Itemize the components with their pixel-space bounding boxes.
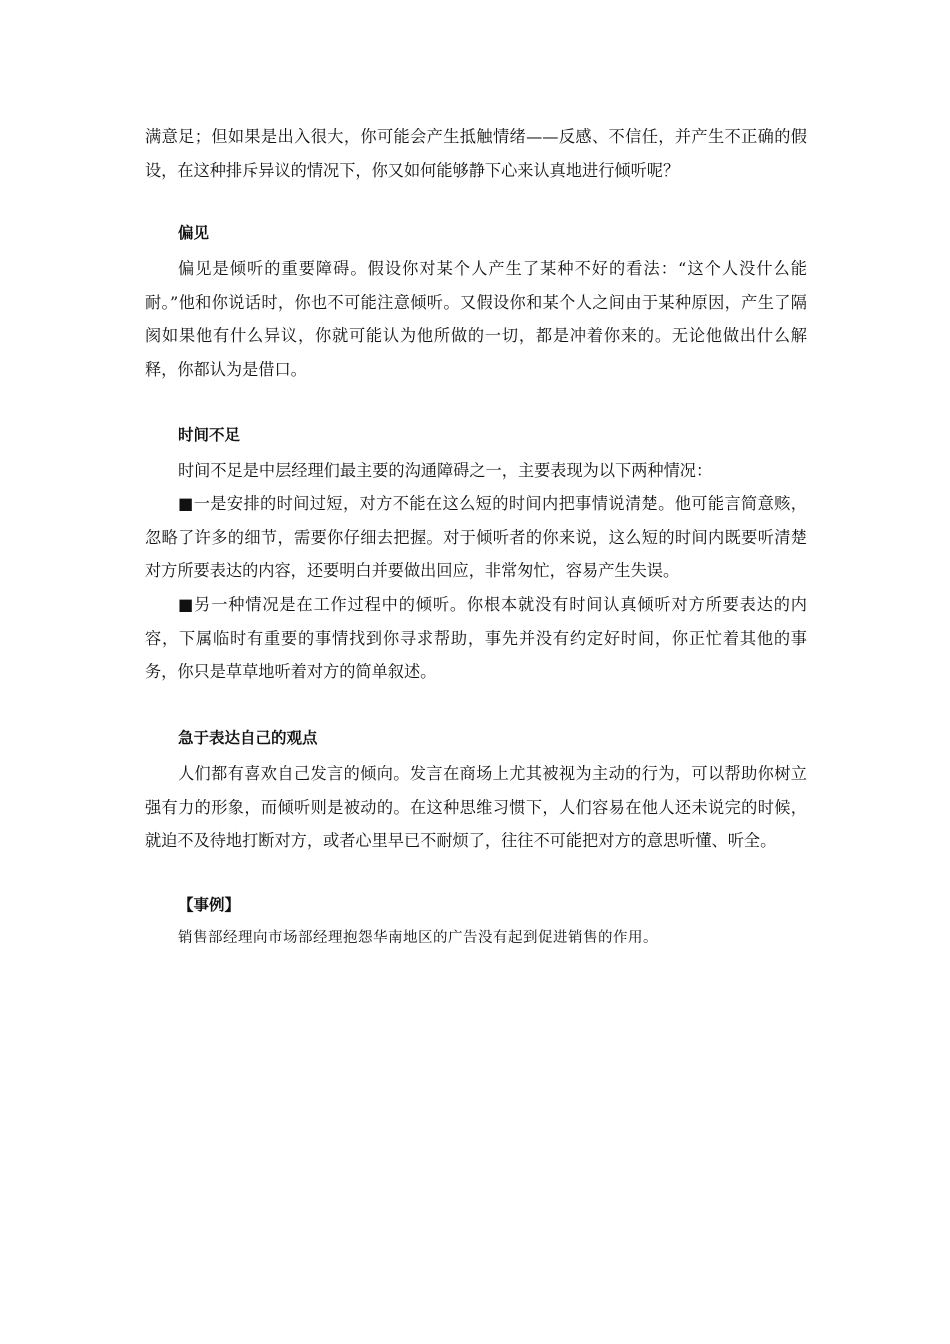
paragraph-time-intro: 时间不足是中层经理们最主要的沟通障碍之一，主要表现为以下两种情况： [178, 461, 713, 480]
section-heading-bias: 偏见 [178, 224, 210, 242]
intro-paragraph: 满意足；但如果是出入很大，你可能会产生抵触情绪——反感、不信任，并产生不正确的假设，在这种排斥异议的情况下，你又如何能够静下心来认真地进行倾听呢？ [145, 127, 807, 180]
paragraph-eager: 人们都有喜欢自己发言的倾向。发言在商场上尤其被视为主动的行为，可以帮助你树立强有力的形象，而倾听则是被动的。在这种思维习惯下，人们容易在他人还未说完的时候，就迫不及待地打断对方，或者心里早已不耐烦了，往往不可能把对方的意思听懂、听全。 [145, 764, 807, 850]
paragraph-bias: 偏见是倾听的重要障碍。假设你对某个人产生了某种不好的看法：“这个人没什么能耐。”他和你说话时，你也不可能注意倾听。又假设你和某个人之间由于某种原因，产生了隔阂如果他有什么异议，你就可能认为他所做的一切，都是冲着你来的。无论他做出什么解释，你都认为是借口。 [145, 259, 807, 379]
example-text: 销售部经理向市场部经理抱怨华南地区的广告没有起到促进销售的作用。 [178, 930, 658, 946]
section-heading-eager: 急于表达自己的观点 [178, 729, 318, 747]
paragraph-time-case-1: ■一是安排的时间过短，对方不能在这么短的时间内把事情说清楚。他可能言简意赅，忽略了许多的细节，需要你仔细去把握。对于倾听者的你来说，这么短的时间内既要听清楚对方所要表达的内容，还要明白并要做出回应，非常匆忙，容易产生失误。 [145, 494, 807, 580]
example-heading: 【事例】 [178, 896, 241, 914]
paragraph-time-case-2: ■另一种情况是在工作过程中的倾听。你根本就没有时间认真倾听对方所要表达的内容，下属临时有重要的事情找到你寻求帮助，事先并没有约定好时间，你正忙着其他的事务，你只是草草地听着对方的简单叙述。 [145, 595, 807, 681]
section-heading-time: 时间不足 [178, 426, 241, 444]
